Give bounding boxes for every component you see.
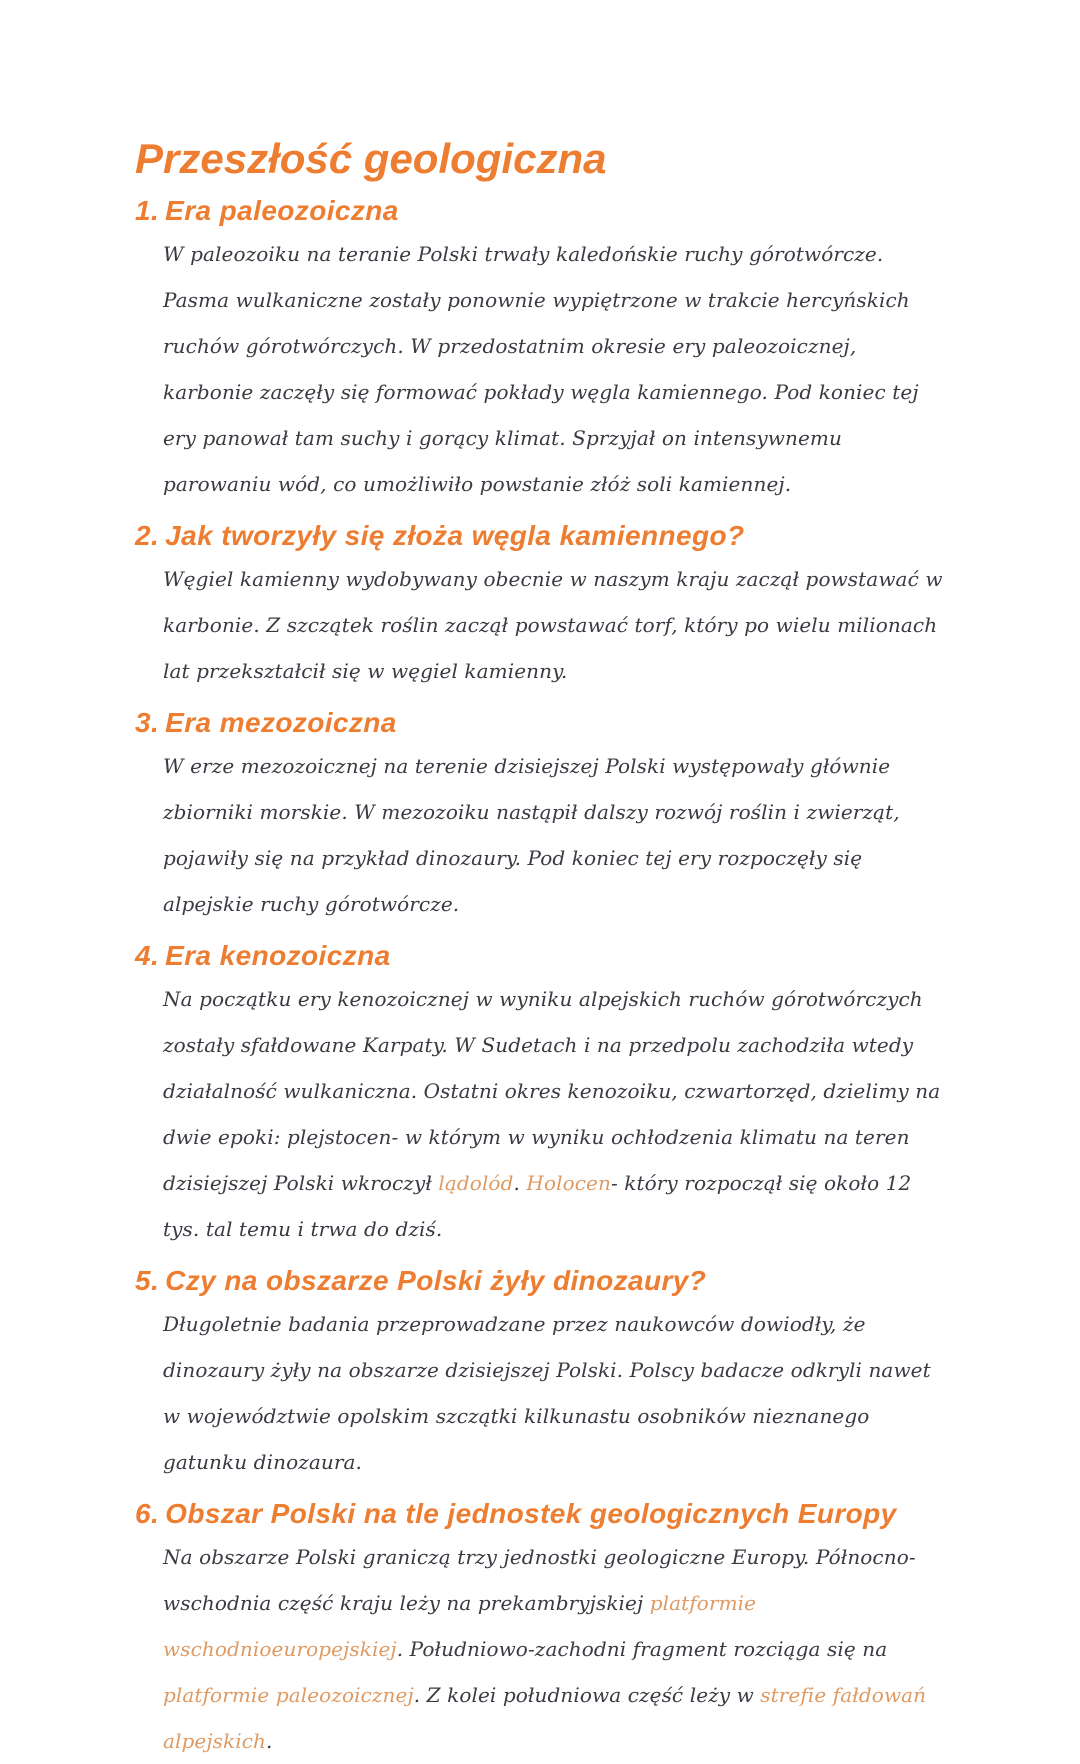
highlighted-term: platformie paleozoicznej: [163, 1683, 414, 1708]
highlighted-term: lądolód: [438, 1171, 514, 1196]
text-segment: W paleozoiku na teranie Polski trwały kaledońskie ruchy górotwórcze. Pasma wulkaniczne zostały ponownie wypiętrzone w trakcie hercyńskich ruchów górotwórczych. W przedostatnim okresie ery paleozoicznej, karbonie zaczęły się formować pokłady węgla kamiennego. Pod koniec tej ery panował tam suchy i gorący klimat. Sprzyjał on intensywnemu parowaniu wód, co umożliwiło powstanie złóż soli kamiennej.: [163, 242, 919, 497]
sections-list: [135, 194, 952, 1764]
section-number: 6.: [135, 1498, 160, 1530]
section-paragraph: [163, 1301, 952, 1485]
section-number: 1.: [135, 195, 160, 227]
section-heading: [135, 1264, 952, 1297]
section-paragraph: [163, 556, 952, 694]
section-heading: [135, 519, 952, 552]
section-heading-text: Obszar Polski na tle jednostek geologicznych Europy: [165, 1498, 897, 1530]
text-segment: Na początku ery kenozoicznej w wyniku alpejskich ruchów górotwórczych zostały sfałdowane Karpaty. W Sudetach i na przedpolu zachodziła wtedy działalność wulkaniczna. Ostatni okres kenozoiku, czwartorzęd, dzielimy na dwie epoki: plejstocen- w którym w wyniku ochłodzenia klimatu na teren dzisiejszej Polski wkroczył: [163, 987, 941, 1196]
text-segment: W erze mezozoicznej na terenie dzisiejszej Polski występowały głównie zbiorniki morskie. W mezozoiku nastąpił dalszy rozwój roślin i zwierząt, pojawiły się na przykład dinozaury. Pod koniec tej ery rozpoczęły się alpejskie ruchy górotwórcze.: [163, 754, 900, 917]
text-segment: - który rozpoczął się około 12 tys. tal temu i trwa do dziś.: [163, 1171, 912, 1242]
highlighted-term: Holocen: [526, 1171, 611, 1196]
section: [135, 1497, 952, 1764]
text-segment: . Południowo-zachodni fragment rozciąga się na: [396, 1637, 888, 1662]
text-segment: .: [266, 1729, 273, 1754]
section: [135, 706, 952, 927]
section-heading-text: Jak tworzyły się złoża węgla kamiennego?: [165, 520, 745, 552]
highlighted-term: platformie wschodnioeuropejskiej: [163, 1591, 757, 1662]
section: [135, 939, 952, 1252]
section: [135, 194, 952, 507]
section: [135, 519, 952, 694]
section-paragraph: [163, 976, 952, 1252]
text-segment: Węgiel kamienny wydobywany obecnie w naszym kraju zaczął powstawać w karbonie. Z szczątek roślin zaczął powstawać torf, który po wielu milionach lat przekształcił się w węgiel kamienny.: [163, 567, 943, 684]
section-heading-text: Era kenozoiczna: [165, 940, 391, 972]
section-number: 4.: [135, 940, 160, 972]
section-heading: [135, 706, 952, 739]
section-heading: [135, 1497, 952, 1530]
section-heading: [135, 939, 952, 972]
text-segment: Długoletnie badania przeprowadzane przez naukowców dowiodły, że dinozaury żyły na obszarze dzisiejszej Polski. Polscy badacze odkryli nawet w województwie opolskim szczątki kilkunastu osobników nieznanego gatunku dinozaura.: [163, 1312, 931, 1475]
section-number: 2.: [135, 520, 160, 552]
section-number: 5.: [135, 1265, 160, 1297]
section-heading-text: Czy na obszarze Polski żyły dinozaury?: [165, 1265, 707, 1297]
page-title: Przeszłość geologiczna: [135, 135, 607, 182]
highlighted-term: strefie fałdowań alpejskich: [163, 1683, 927, 1754]
section-paragraph: [163, 1534, 952, 1764]
section-heading-text: Era mezozoiczna: [165, 707, 397, 739]
section-heading: [135, 194, 952, 227]
section: [135, 1264, 952, 1485]
section-heading-text: Era paleozoiczna: [165, 195, 399, 227]
section-paragraph: [163, 231, 952, 507]
section-number: 3.: [135, 707, 160, 739]
text-segment: Na obszarze Polski graniczą trzy jednostki geologiczne Europy. Północno-wschodnia część kraju leży na prekambryjskiej: [163, 1545, 916, 1616]
section-paragraph: [163, 743, 952, 927]
text-segment: . Z kolei południowa część leży w: [413, 1683, 761, 1708]
text-segment: .: [513, 1171, 527, 1196]
